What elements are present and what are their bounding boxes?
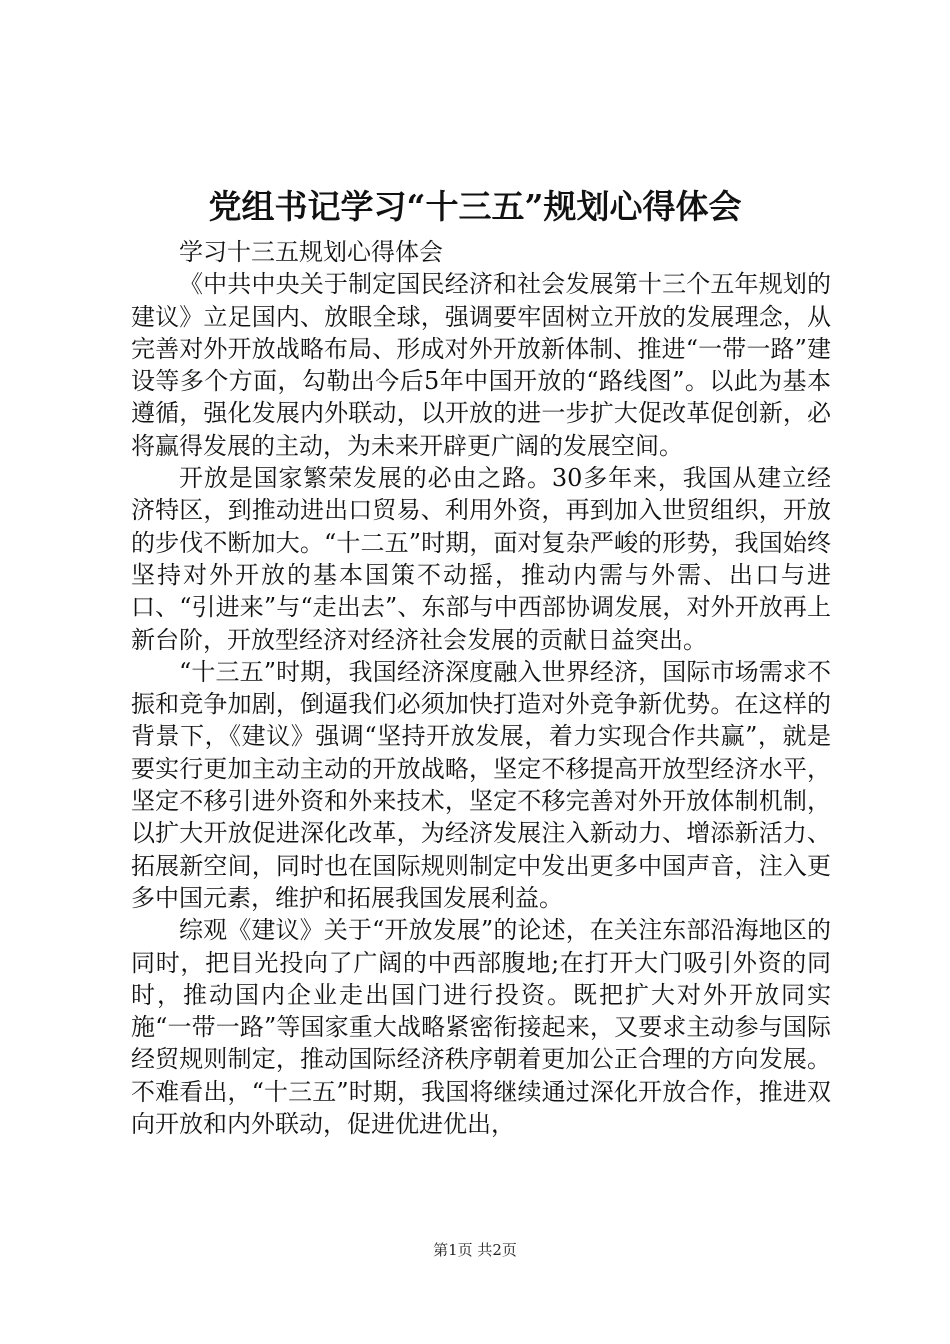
document-subtitle: 学习十三五规划心得体会 <box>179 238 443 266</box>
document-body <box>131 236 831 1140</box>
paragraph-2: 开放是国家繁荣发展的必由之路。30多年来，我国从建立经济特区，到推动进出口贸易、利用外资，再到加入世贸组织，开放的步伐不断加大。“十二五”时期，面对复杂严峻的形势，我国始终坚持对外开放的基本国策不动摇，推动内需与外需、出口与进口、“引进来”与“走出去”、东部与中西部协调发展，对外开放再上新台阶，开放型经济对经济社会发展的贡献日益突出。 <box>131 464 831 654</box>
paragraph-3: “十三五”时期，我国经济深度融入世界经济，国际市场需求不振和竞争加剧，倒逼我们必须加快打造对外竞争新优势。在这样的背景下，《建议》强调“坚持开放发展，着力实现合作共赢”，就是要实行更加主动主动的开放战略，坚定不移提高开放型经济水平，坚定不移引进外资和外来技术，坚定不移完善对外开放体制机制，以扩大开放促进深化改革，为经济发展注入新动力、增添新活力、拓展新空间，同时也在国际规则制定中发出更多中国声音，注入更多中国元素，维护和拓展我国发展利益。 <box>131 657 831 912</box>
page-number: 第1页 共2页 <box>433 1241 517 1259</box>
document-title: 党组书记学习“十三五”规划心得体会 <box>208 187 742 226</box>
paragraph-1: 《中共中央关于制定国民经济和社会发展第十三个五年规划的建议》立足国内、放眼全球，强调要牢固树立开放的发展理念，从完善对外开放战略布局、形成对外开放新体制、推进“一带一路”建设等多个方面，勾勒出今后5年中国开放的“路线图”。以此为基本遵循，强化发展内外联动，以开放的进一步扩大促改革促创新，必将赢得发展的主动，为未来开辟更广阔的发展空间。 <box>131 270 831 460</box>
page-footer <box>0 1240 950 1260</box>
paragraph-4: 综观《建议》关于“开放发展”的论述，在关注东部沿海地区的同时，把目光投向了广阔的中西部腹地;在打开大门吸引外资的同时，推动国内企业走出国门进行投资。既把扩大对外开放同实施“一带一路”等国家重大战略紧密衔接起来，又要求主动参与国际经贸规则制定，推动国际经济秩序朝着更加公正合理的方向发展。不难看出，“十三五”时期，我国将继续通过深化开放合作，推进双向开放和内外联动，促进优进优出， <box>131 916 831 1139</box>
